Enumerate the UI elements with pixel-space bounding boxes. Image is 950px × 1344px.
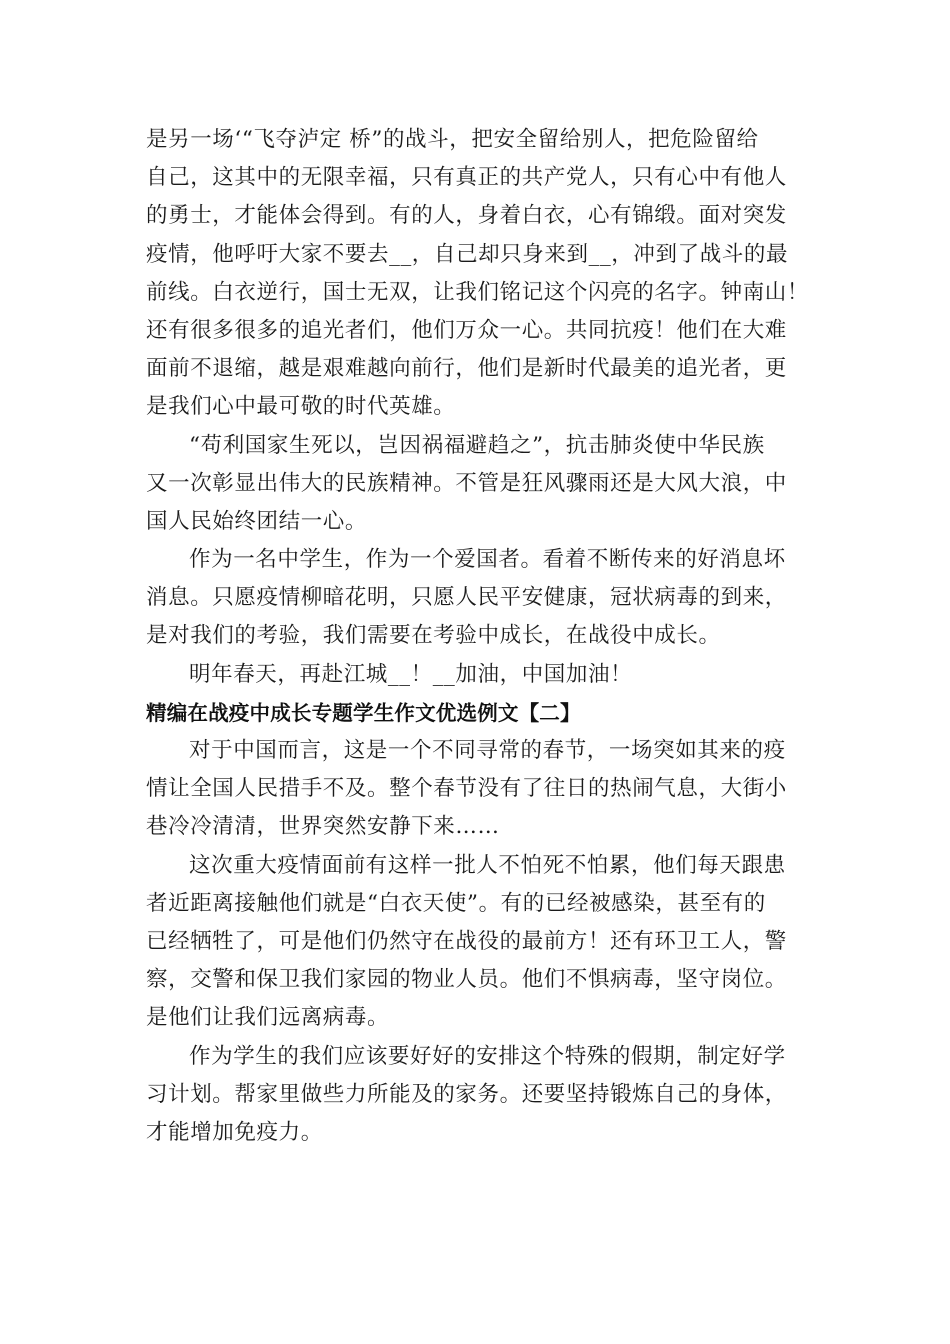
text-line: 才能增加免疫力。 (146, 1119, 323, 1145)
text-line: 国人民始终团结一心。 (146, 508, 368, 534)
text-line: 已经牺牲了，可是他们仍然守在战役的最前方！还有环卫工人，警 (146, 928, 787, 954)
text-line: 作为学生的我们应该要好好的安排这个特殊的假期，制定好学 (189, 1043, 786, 1069)
text-line: 明年春天，再赴江城__！__加油，中国加油！ (189, 661, 633, 687)
text-line: 前线。白衣逆行，国士无双，让我们铭记这个闪亮的名字。钟南山！ (146, 279, 810, 305)
text-line: 习计划。帮家里做些力所能及的家务。还要坚持锻炼自己的身体， (146, 1081, 787, 1107)
text-line: 者近距离接触他们就是“白衣天使”。有的已经被感染，甚至有的 (146, 890, 766, 916)
text-line: 是对我们的考验，我们需要在考验中成长，在战役中成长。 (146, 623, 721, 649)
text-line: 还有很多很多的追光者们，他们万众一心。共同抗疫！他们在大难 (146, 317, 787, 343)
text-line: 是另一场‘“飞夺泸定 桥”的战斗，把安全留给别人，把危险留给 (146, 127, 759, 152)
text-line: 消息。只愿疫情柳暗花明，只愿人民平安健康，冠状病毒的到来， (146, 585, 787, 611)
text-line: 情让全国人民措手不及。整个春节没有了往日的热闹气息，大街小 (146, 776, 787, 802)
section-heading: 精编在战疫中成长专题学生作文优选例文【二】 (146, 700, 581, 725)
text-line: 面前不退缩，越是艰难越向前行，他们是新时代最美的追光者，更 (146, 356, 787, 382)
text-line: 自己，这其中的无限幸福，只有真正的共产党人，只有心中有他人 (146, 165, 787, 191)
text-line: 作为一名中学生，作为一个爱国者。看着不断传来的好消息坏 (189, 547, 786, 573)
text-line: 对于中国而言，这是一个不同寻常的春节，一场突如其来的疫 (189, 738, 786, 763)
document-body (146, 121, 810, 1152)
text-line: 巷冷冷清清，世界突然安静下来…… (146, 814, 500, 840)
text-line: 是我们心中最可敬的时代英雄。 (146, 394, 456, 420)
text-line: 这次重大疫情面前有这样一批人不怕死不怕累，他们每天跟患 (189, 852, 786, 878)
text-line: 的勇士，才能体会得到。有的人，身着白衣，心有锦缎。面对突发 (146, 203, 787, 229)
text-line: 又一次彰显出伟大的民族精神。不管是狂风骤雨还是大风大浪，中 (146, 470, 787, 496)
text-line: 疫情，他呼吁大家不要去__，自己却只身来到__，冲到了战斗的最 (146, 241, 789, 267)
text-line: 是他们让我们远离病毒。 (146, 1005, 390, 1031)
text-line: 察，交警和保卫我们家园的物业人员。他们不惧病毒，坚守岗位。 (146, 967, 787, 993)
text-line: “苟利国家生死以，岂因祸福避趋之”，抗击肺炎使中华民族 (189, 432, 765, 458)
